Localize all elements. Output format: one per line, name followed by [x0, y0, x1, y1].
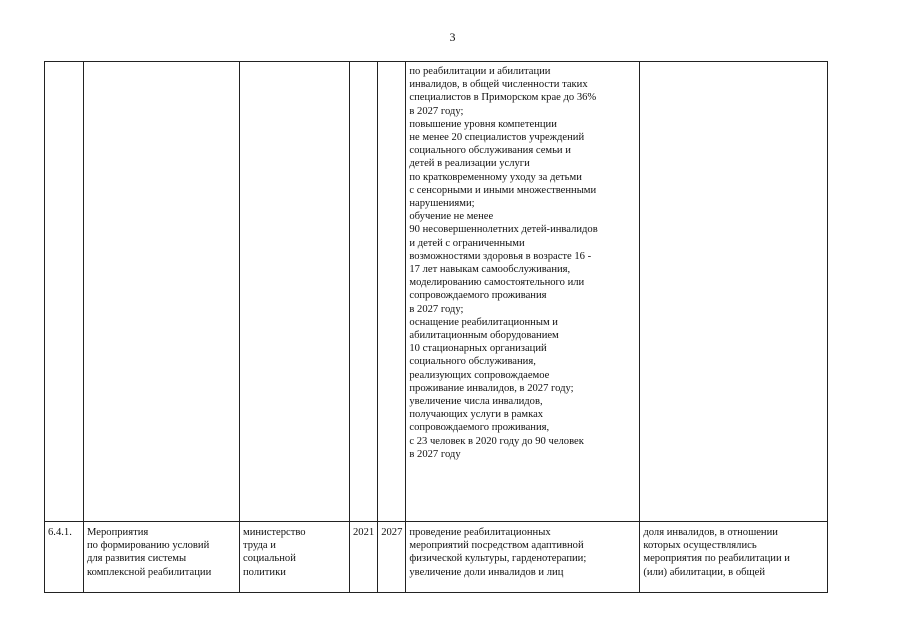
text-line: мероприятий посредством адаптивной	[409, 540, 584, 552]
text-line: по кратковременному уходу за детьми	[409, 171, 582, 183]
cell-end-year: 2027	[378, 522, 406, 593]
text-line: оснащение реабилитационным и	[409, 316, 558, 328]
text-line: моделированию самостоятельного или	[409, 277, 585, 289]
text-line: проведение реабилитационных	[409, 527, 551, 538]
cell-indicators	[640, 522, 828, 593]
text-line: мероприятия по реабилитации и	[643, 553, 790, 565]
table-row-6-4-1	[45, 522, 828, 593]
cell-expected-results	[406, 522, 640, 593]
text-line: Мероприятия	[87, 527, 149, 538]
cell-item-number: 6.4.1.	[45, 522, 84, 593]
cell-start-year: 2021	[350, 522, 378, 593]
cell-expected-results	[406, 62, 640, 522]
text-line: нарушениями;	[409, 198, 475, 210]
table-row-continuation	[45, 62, 828, 522]
cell-executor-empty	[240, 62, 350, 522]
cell-number-empty	[45, 62, 84, 522]
text-line: в 2027 году	[409, 448, 461, 460]
cell-executor	[240, 522, 350, 593]
cell-end-empty	[378, 62, 406, 522]
text-line: детей в реализации услуги	[409, 158, 530, 170]
text-line: сопровождаемого проживания,	[409, 422, 550, 434]
cell-start-empty	[350, 62, 378, 522]
text-line: комплексной реабилитации	[87, 566, 212, 578]
text-line: с сенсорными и иными множественными	[409, 184, 597, 196]
text-line: с 23 человек в 2020 году до 90 человек	[409, 435, 584, 447]
text-line: увеличение числа инвалидов,	[409, 396, 543, 408]
text-line: и детей с ограниченными	[409, 237, 525, 249]
measures-table	[44, 61, 828, 593]
text-line: социального обслуживания семьи и	[409, 145, 571, 157]
cell-title-empty	[84, 62, 240, 522]
text-line: возможностями здоровья в возрасте 16 -	[409, 250, 592, 262]
text-line: по реабилитации и абилитации	[409, 66, 551, 77]
text-line: получающих услуги в рамках	[409, 409, 544, 421]
text-line: реализующих сопровождаемое	[409, 369, 550, 381]
text-line: труда и	[243, 540, 276, 552]
cell-indicators-empty	[640, 62, 828, 522]
text-line: физической культуры, гарденотерапии;	[409, 553, 587, 565]
text-line: 90 несовершеннолетних детей-инвалидов	[409, 224, 598, 236]
text-line: сопровождаемого проживания	[409, 290, 547, 302]
text-line: специалистов в Приморском крае до 36%	[409, 92, 597, 104]
text-line: обучение не менее	[409, 211, 494, 223]
text-line: в 2027 году;	[409, 105, 464, 117]
text-line: 10 стационарных организаций	[409, 343, 547, 355]
text-line: инвалидов, в общей численности таких	[409, 79, 588, 91]
text-line: проживание инвалидов, в 2027 году;	[409, 382, 574, 394]
text-line: в 2027 году;	[409, 303, 464, 315]
text-line: которых осуществлялись	[643, 540, 757, 552]
text-line: увеличение доли инвалидов и лиц	[409, 566, 564, 578]
cell-measure-title	[84, 522, 240, 593]
text-line: повышение уровня компетенции	[409, 118, 557, 130]
text-line: абилитационным оборудованием	[409, 330, 559, 342]
text-line: не менее 20 специалистов учреждений	[409, 132, 585, 144]
text-line: по формированию условий	[87, 540, 210, 552]
page-number: 3	[449, 30, 456, 44]
text-line: социальной	[243, 553, 296, 565]
text-line: политики	[243, 566, 286, 578]
text-line: доля инвалидов, в отношении	[643, 527, 778, 538]
text-line: (или) абилитации, в общей	[643, 566, 766, 578]
text-line: для развития системы	[87, 553, 187, 565]
text-line: 17 лет навыкам самообслуживания,	[409, 264, 571, 276]
text-line: министерство	[243, 527, 306, 538]
text-line: социального обслуживания,	[409, 356, 536, 368]
